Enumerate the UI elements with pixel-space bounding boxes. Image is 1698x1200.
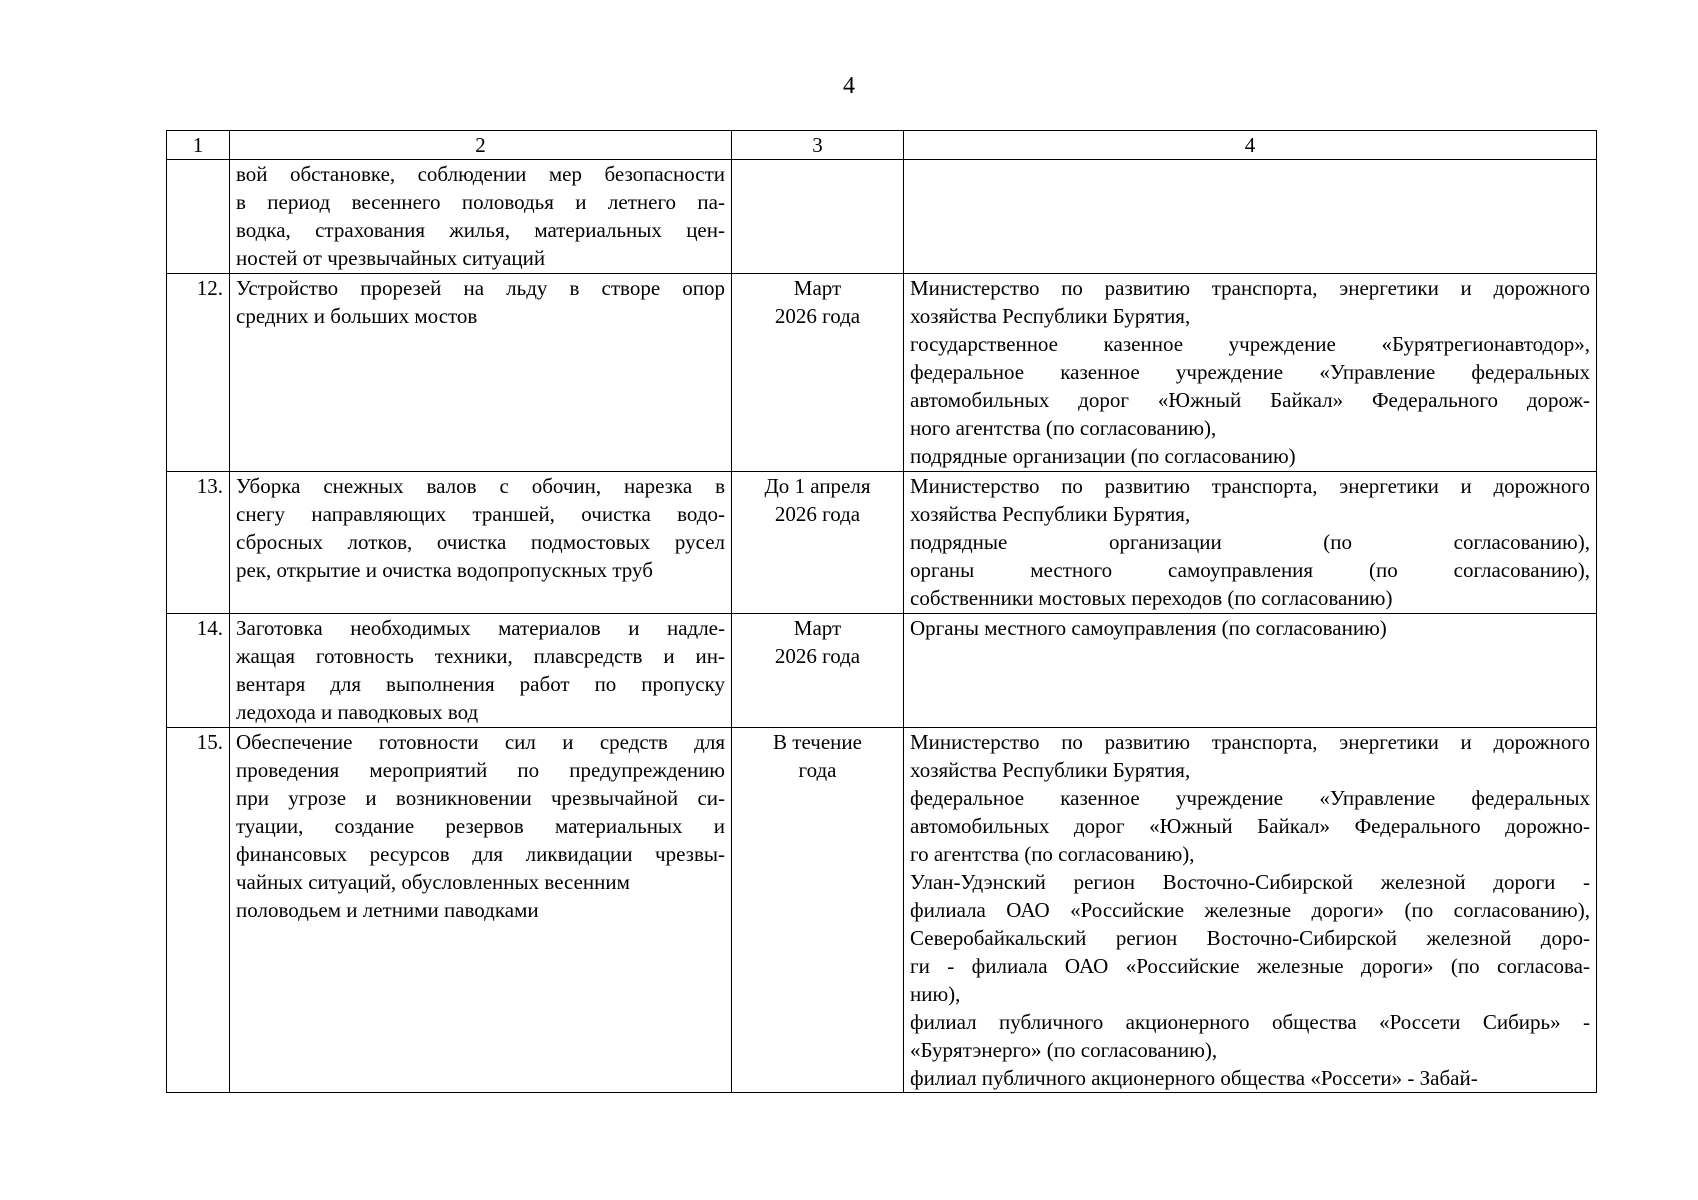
- measure-description: [230, 728, 732, 1093]
- cell-line: сбросных лотков, очистка подмостовых русел: [236, 530, 725, 554]
- cell-line: филиала ОАО «Российские железные дороги» (по согласованию),: [910, 898, 1590, 922]
- cell-line: Министерство по развитию транспорта, энергетики и дорожного: [910, 730, 1590, 754]
- measure-description: [230, 160, 732, 274]
- cell-line: В течение: [773, 730, 862, 754]
- cell-line: собственники мостовых переходов (по согласованию): [910, 586, 1393, 610]
- cell-line: «Бурятэнерго» (по согласованию),: [910, 1038, 1218, 1062]
- cell-line: половодьем и летними паводками: [236, 898, 539, 922]
- cell-line: Министерство по развитию транспорта, энергетики и дорожного: [910, 474, 1590, 498]
- cell-line: 2026 года: [774, 644, 861, 668]
- cell-line: филиал публичного акционерного общества «Россети Сибирь» -: [910, 1010, 1590, 1034]
- cell-line: ледохода и паводковых вод: [236, 700, 479, 724]
- cell-line: Обеспечение готовности сил и средств для: [236, 730, 725, 754]
- page-number: 4: [843, 73, 855, 99]
- table-row: [167, 472, 1597, 614]
- cell-line: вентаря для выполнения работ по пропуску: [236, 672, 725, 696]
- cell-line: подрядные организации (по согласованию),: [910, 530, 1590, 554]
- cell-line: водка, страхования жилья, материальных цен-: [236, 218, 725, 242]
- cell-line: го агентства (по согласованию),: [910, 842, 1195, 866]
- responsible-parties: [904, 614, 1597, 728]
- cell-line: Уборка снежных валов с обочин, нарезка в: [236, 474, 725, 498]
- cell-line: До 1 апреля: [764, 474, 871, 498]
- cell-line: при угрозе и возникновении чрезвычайной си-: [236, 786, 725, 810]
- cell-line: вой обстановке, соблюдении мер безопасности: [236, 162, 725, 186]
- cell-line: ностей от чрезвычайных ситуаций: [236, 246, 546, 270]
- responsible-parties: [904, 472, 1597, 614]
- cell-line: Улан-Удэнский регион Восточно-Сибирской железной дороги -: [910, 870, 1590, 894]
- measure-deadline: [732, 728, 904, 1093]
- cell-line: хозяйства Республики Бурятия,: [910, 304, 1191, 328]
- cell-line: года: [798, 758, 837, 782]
- cell-line: хозяйства Республики Бурятия,: [910, 758, 1191, 782]
- table-row: [167, 614, 1597, 728]
- cell-line: Министерство по развитию транспорта, энергетики и дорожного: [910, 276, 1590, 300]
- cell-line: нию),: [910, 982, 961, 1006]
- cell-line: хозяйства Республики Бурятия,: [910, 502, 1191, 526]
- row-number: 14.: [167, 614, 230, 728]
- cell-line: Устройство прорезей на льду в створе опор: [236, 276, 725, 300]
- row-number: [167, 160, 230, 274]
- column-number-1: 1: [167, 131, 230, 160]
- measure-deadline: [732, 160, 904, 274]
- cell-line: Органы местного самоуправления (по согласованию): [910, 616, 1387, 640]
- cell-line: финансовых ресурсов для ликвидации чрезвы-: [236, 842, 725, 866]
- cell-line: государственное казенное учреждение «Бурятрегионавтодор»,: [910, 332, 1590, 356]
- cell-line: ги - филиала ОАО «Российские железные дороги» (по согласова-: [910, 954, 1590, 978]
- table-row: [167, 160, 1597, 274]
- cell-line: в период весеннего половодья и летнего па-: [236, 190, 725, 214]
- cell-line: Март: [793, 616, 842, 640]
- responsible-parties: [904, 160, 1597, 274]
- cell-line: подрядные организации (по согласованию): [910, 444, 1296, 468]
- column-number-2: 2: [230, 131, 732, 160]
- row-number: 15.: [167, 728, 230, 1093]
- cell-line: проведения мероприятий по предупреждению: [236, 758, 725, 782]
- cell-line: рек, открытие и очистка водопропускных труб: [236, 558, 653, 582]
- table-header-row: [167, 131, 1597, 160]
- cell-line: 2026 года: [774, 304, 861, 328]
- cell-line: филиал публичного акционерного общества «Россети» - Забай-: [910, 1066, 1478, 1090]
- measures-table: [166, 130, 1597, 1093]
- responsible-parties: [904, 728, 1597, 1093]
- cell-line: жащая готовность техники, плавсредств и ин-: [236, 644, 725, 668]
- column-number-4: 4: [904, 131, 1597, 160]
- cell-line: автомобильных дорог «Южный Байкал» Федерального дорожно-: [910, 814, 1590, 838]
- measure-description: [230, 614, 732, 728]
- cell-line: снегу направляющих траншей, очистка водо-: [236, 502, 725, 526]
- measure-description: [230, 274, 732, 472]
- cell-line: ного агентства (по согласованию),: [910, 416, 1217, 440]
- measure-deadline: [732, 614, 904, 728]
- cell-line: 2026 года: [774, 502, 861, 526]
- responsible-parties: [904, 274, 1597, 472]
- cell-line: Северобайкальский регион Восточно-Сибирской железной доро-: [910, 926, 1590, 950]
- column-number-3: 3: [732, 131, 904, 160]
- table-row: [167, 274, 1597, 472]
- measure-deadline: [732, 274, 904, 472]
- measure-description: [230, 472, 732, 614]
- cell-line: автомобильных дорог «Южный Байкал» Федерального дорож-: [910, 388, 1590, 412]
- cell-line: средних и больших мостов: [236, 304, 478, 328]
- cell-line: Март: [793, 276, 842, 300]
- cell-line: чайных ситуаций, обусловленных весенним: [236, 870, 630, 894]
- row-number: 13.: [167, 472, 230, 614]
- row-number: 12.: [167, 274, 230, 472]
- cell-line: федеральное казенное учреждение «Управление федеральных: [910, 786, 1590, 810]
- table-row: [167, 728, 1597, 1093]
- cell-line: туации, создание резервов материальных и: [236, 814, 725, 838]
- measure-deadline: [732, 472, 904, 614]
- cell-line: Заготовка необходимых материалов и надле-: [236, 616, 725, 640]
- cell-line: органы местного самоуправления (по согласованию),: [910, 558, 1590, 582]
- cell-line: федеральное казенное учреждение «Управление федеральных: [910, 360, 1590, 384]
